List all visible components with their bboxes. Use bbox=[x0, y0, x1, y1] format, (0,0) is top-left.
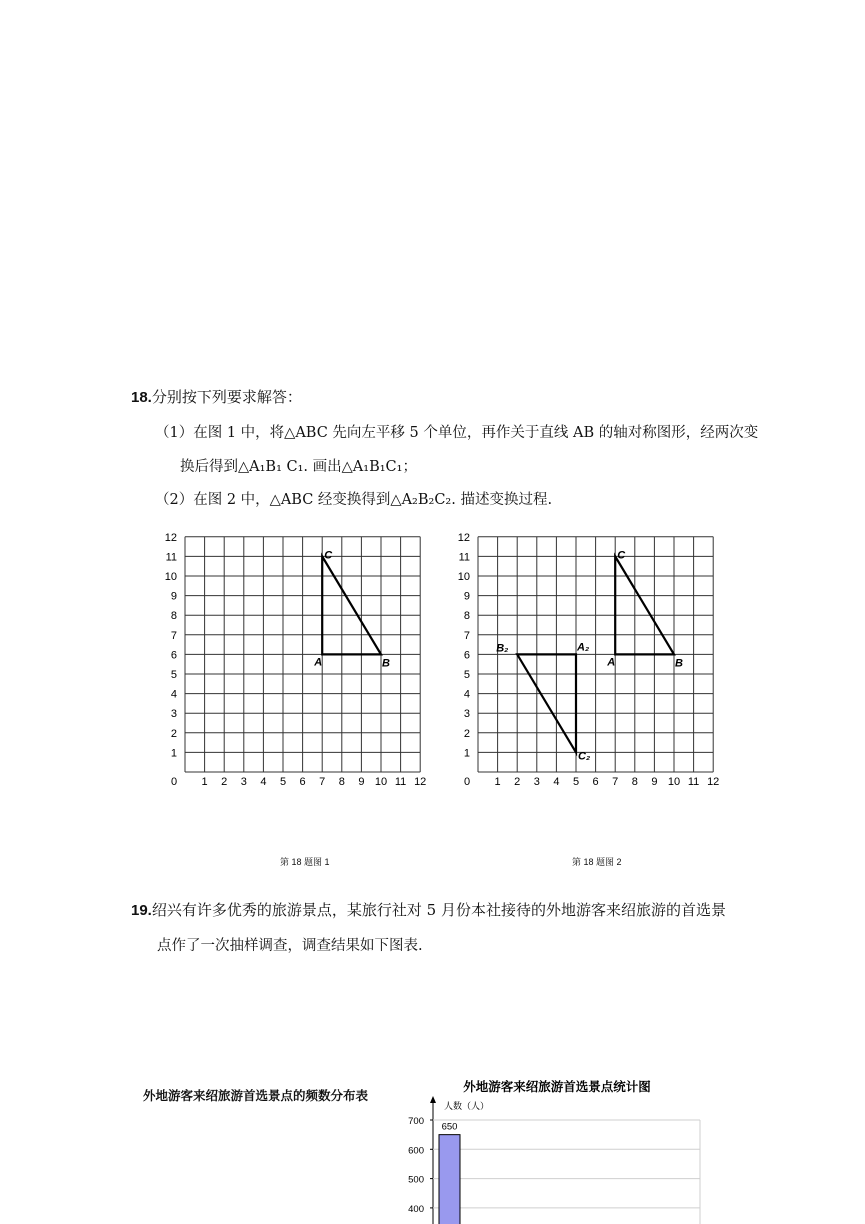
point-label-c2: C₂ bbox=[578, 750, 591, 763]
x-tick-label: 12 bbox=[414, 776, 427, 788]
x-tick-label: 4 bbox=[260, 776, 267, 788]
y-tick-label: 5 bbox=[170, 669, 177, 681]
y-tick-label: 9 bbox=[170, 590, 177, 603]
y-tick-label: 2 bbox=[463, 727, 470, 740]
y-tick-label: 5 bbox=[463, 669, 470, 681]
figure-2-caption: 第 18 题图 2 bbox=[572, 857, 622, 867]
y-tick-label: 3 bbox=[463, 708, 470, 721]
x-tick-label: 7 bbox=[319, 776, 326, 788]
q19-line1-text: 绍兴有许多优秀的旅游景点，某旅行社对 5 月份本社接待的外地游客来绍旅游的首选景 bbox=[151, 901, 726, 919]
x-tick-label: 3 bbox=[240, 776, 247, 788]
y-tick-label: 1 bbox=[170, 747, 177, 760]
y-tick-label: 11 bbox=[458, 551, 470, 564]
y-tick-label: 700 bbox=[408, 1116, 424, 1127]
q19-number: 19. bbox=[131, 902, 152, 919]
x-tick-label: 11 bbox=[687, 776, 700, 788]
attractions-bar-chart bbox=[395, 1072, 715, 1224]
y-tick-label: 7 bbox=[170, 629, 177, 642]
q18-part1-line1: （1）在图 1 中，将△ABC 先向左平移 5 个单位，再作关于直线 AB 的轴对称图形，经两次变 bbox=[155, 425, 759, 441]
frequency-table-title: 外地游客来绍旅游首选景点的频数分布表 bbox=[143, 1088, 369, 1103]
x-tick-label: 5 bbox=[572, 776, 580, 788]
y-axis-label: 人数（人） bbox=[444, 1101, 490, 1111]
x-tick-label: 8 bbox=[338, 776, 345, 788]
point-label-b2: B₂ bbox=[496, 642, 509, 655]
y-tick-label: 6 bbox=[170, 649, 177, 662]
y-tick-label: 11 bbox=[165, 551, 177, 564]
x-tick-label: 11 bbox=[394, 776, 407, 788]
x-tick-label: 5 bbox=[279, 776, 287, 788]
x-tick-label: 1 bbox=[201, 776, 208, 788]
y-tick-label: 3 bbox=[170, 708, 177, 721]
figure-2-grid bbox=[443, 525, 738, 800]
y-tick-label: 4 bbox=[463, 688, 470, 701]
q19-line1 bbox=[131, 899, 726, 920]
x-tick-label: 12 bbox=[707, 776, 720, 788]
x-tick-label: 9 bbox=[358, 776, 365, 788]
point-label-a: A bbox=[607, 656, 616, 669]
q19-line2: 点作了一次抽样调查，调查结果如下图表. bbox=[157, 938, 423, 954]
point-label-c: C bbox=[617, 549, 626, 562]
x-tick-label: 6 bbox=[299, 776, 306, 788]
figure-1-caption: 第 18 题图 1 bbox=[280, 857, 330, 867]
y-tick-label: 9 bbox=[463, 590, 470, 603]
x-tick-label: 4 bbox=[553, 776, 560, 788]
y-tick-label: 2 bbox=[170, 727, 177, 740]
q18-title bbox=[131, 386, 302, 407]
y-tick-label: 12 bbox=[164, 531, 177, 544]
y-tick-label: 400 bbox=[408, 1203, 424, 1215]
x-tick-label: 1 bbox=[494, 776, 501, 788]
point-label-c: C bbox=[324, 549, 333, 562]
x-tick-label: 6 bbox=[592, 776, 599, 788]
point-label-b: B bbox=[382, 657, 390, 670]
x-tick-label: 2 bbox=[514, 776, 521, 788]
triangle-abc bbox=[322, 556, 381, 654]
point-label-b: B bbox=[675, 657, 683, 670]
point-label-a2: A₂ bbox=[577, 641, 590, 654]
bar-value-label: 650 bbox=[441, 1121, 458, 1133]
y-tick-label: 1 bbox=[463, 747, 470, 760]
q18-part2: （2）在图 2 中，△ABC 经变换得到△A₂B₂C₂. 描述变换过程. bbox=[155, 492, 553, 508]
y-tick-label: 10 bbox=[164, 571, 177, 583]
y-tick-label: 7 bbox=[463, 629, 470, 642]
x-tick-label: 7 bbox=[612, 776, 619, 788]
y-tick-label: 12 bbox=[457, 531, 470, 544]
triangle-a2b2c2 bbox=[517, 654, 576, 752]
x-tick-label: 3 bbox=[533, 776, 540, 788]
y-tick-label: 4 bbox=[170, 688, 177, 701]
y-tick-label: 8 bbox=[170, 610, 177, 623]
y-axis-arrow bbox=[430, 1096, 436, 1103]
y-tick-label: 500 bbox=[408, 1174, 424, 1186]
q18-number: 18. bbox=[131, 389, 152, 406]
x-tick-label: 8 bbox=[631, 776, 638, 788]
q18-title-text: 分别按下列要求解答： bbox=[151, 388, 302, 406]
y-tick-label: 600 bbox=[408, 1145, 424, 1157]
y-tick-label: 8 bbox=[463, 610, 470, 623]
x-tick-label: 2 bbox=[221, 776, 228, 788]
x-tick-label: 0 bbox=[170, 776, 178, 788]
point-label-a: A bbox=[314, 656, 323, 669]
x-tick-label: 10 bbox=[374, 776, 388, 788]
y-tick-label: 6 bbox=[463, 649, 470, 662]
q18-part1-line2: 换后得到△A₁B₁ C₁. 画出△A₁B₁C₁； bbox=[180, 459, 417, 475]
y-tick-label: 10 bbox=[457, 571, 470, 583]
figure-1-grid bbox=[150, 525, 445, 800]
x-tick-label: 10 bbox=[667, 776, 681, 788]
triangle-abc bbox=[615, 556, 674, 654]
x-tick-label: 0 bbox=[463, 776, 471, 788]
bar bbox=[439, 1135, 460, 1224]
x-tick-label: 9 bbox=[651, 776, 658, 788]
chart-title: 外地游客来绍旅游首选景点统计图 bbox=[463, 1080, 651, 1094]
